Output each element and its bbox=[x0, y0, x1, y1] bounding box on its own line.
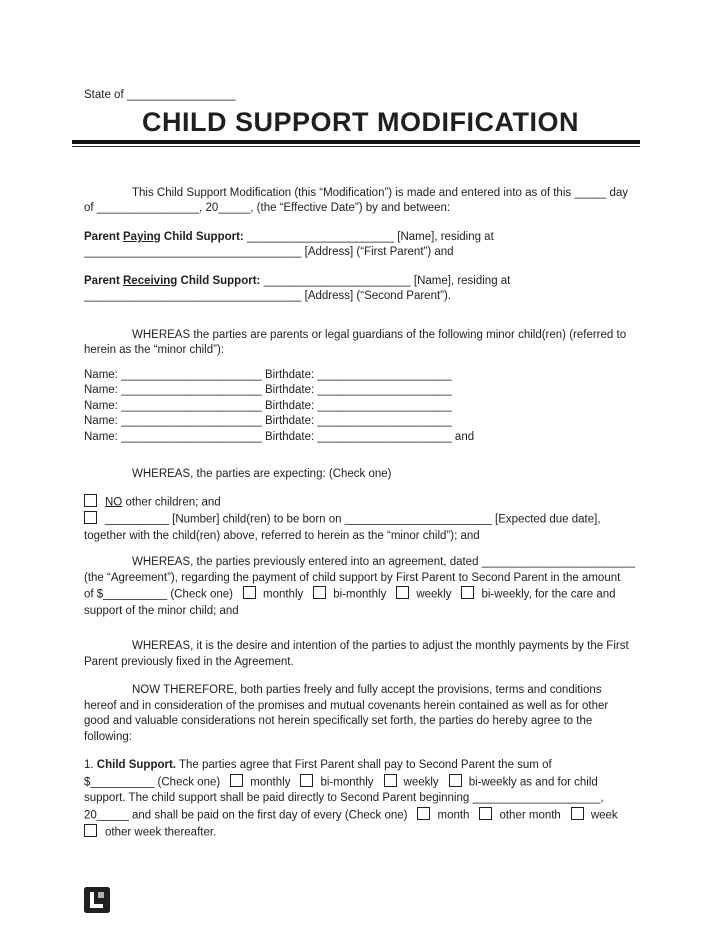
checkbox-agreement-bi-weekly[interactable] bbox=[461, 586, 474, 599]
form-title: CHILD SUPPORT MODIFICATION bbox=[142, 107, 579, 137]
whereas-expecting-heading: WHEREAS, the parties are expecting: (Check one) bbox=[132, 468, 392, 481]
whereas-children-line-1: WHEREAS the parties are parents or legal guardians of the following minor child(ren) (referred to bbox=[132, 328, 627, 341]
now-therefore-clause bbox=[84, 683, 650, 745]
child-row bbox=[84, 383, 650, 399]
agreement-line-3 bbox=[84, 586, 650, 604]
child-birthdate-blank: _____________________ bbox=[314, 384, 452, 397]
child-row bbox=[84, 414, 650, 430]
intro-paragraph bbox=[84, 186, 650, 217]
section-number: 1. bbox=[84, 759, 97, 772]
parent-receiving-label-post: Child Support: bbox=[177, 274, 261, 287]
child-birthdate-blank: _____________________ bbox=[314, 415, 452, 428]
agreement-option-label: weekly bbox=[416, 588, 452, 601]
child-name-blank: ______________________ bbox=[117, 384, 265, 397]
payment-option-label: bi-weekly bbox=[468, 776, 517, 789]
parent-receiving-label-word: Receiving bbox=[123, 274, 178, 287]
section-1-line-2 bbox=[84, 774, 650, 792]
parent-paying-line-1 bbox=[84, 230, 650, 246]
checkbox-agreement-bi-monthly[interactable] bbox=[313, 586, 326, 599]
agreement-option-label: bi-monthly bbox=[333, 588, 387, 601]
intro-line-2: of ________________, 20_____, (the “Effective Date”) by and between: bbox=[84, 202, 451, 215]
checkbox-payment-monthly[interactable] bbox=[230, 774, 243, 787]
checkbox-no-other-children[interactable] bbox=[84, 494, 97, 507]
agreement-line-4: support of the minor child; and bbox=[84, 604, 239, 617]
children-list bbox=[84, 368, 650, 446]
child-birthdate-label: Birthdate: bbox=[264, 415, 315, 428]
parent-paying-label-word: Paying bbox=[123, 230, 161, 243]
checkbox-payment-bi-weekly[interactable] bbox=[449, 774, 462, 787]
payment-amount-text: $__________ (Check one) bbox=[84, 776, 221, 789]
parent-paying-label-post: Child Support: bbox=[160, 230, 244, 243]
child-birthdate-label: Birthdate: bbox=[264, 430, 315, 443]
child-name-blank: ______________________ bbox=[117, 415, 265, 428]
schedule-option-label: month bbox=[437, 809, 470, 822]
schedule-option-label: other month bbox=[499, 809, 561, 822]
section-1-line-3: support. The child support shall be paid directly to Second Parent beginning ____________________, bbox=[84, 792, 604, 805]
child-birthdate-blank: _____________________ bbox=[314, 368, 452, 381]
section-1-line-1 bbox=[84, 758, 650, 774]
intro-line-1: This Child Support Modification (this “Modification”) is made and entered into as of this _____ day bbox=[132, 186, 629, 199]
child-row-suffix: and bbox=[451, 430, 475, 443]
checkbox-agreement-weekly[interactable] bbox=[396, 586, 409, 599]
payment-option-label: bi-monthly bbox=[320, 776, 374, 789]
checkbox-agreement-monthly[interactable] bbox=[243, 586, 256, 599]
checkbox-schedule-other-month[interactable] bbox=[479, 807, 492, 820]
child-name-blank: ______________________ bbox=[117, 399, 265, 412]
payment-option-label: weekly bbox=[403, 776, 439, 789]
option-expecting-continuation: together with the child(ren) above, referred to herein as the “minor child”); and bbox=[84, 529, 480, 542]
parent-receiving-line-1 bbox=[84, 274, 650, 290]
child-name-label: Name: bbox=[84, 415, 118, 428]
whereas-desire-clause bbox=[84, 639, 650, 670]
checkbox-expecting-children[interactable] bbox=[84, 511, 97, 524]
title-underline-thick bbox=[72, 140, 640, 144]
now-therefore-line-4: following: bbox=[84, 730, 132, 743]
checkbox-payment-bi-monthly[interactable] bbox=[300, 774, 313, 787]
parent-receiving-label-pre: Parent bbox=[84, 274, 123, 287]
schedule-text: 20_____ and shall be paid on the first day of every (Check one) bbox=[84, 809, 408, 822]
parent-receiving-line-2: __________________________________ [Address] (“Second Parent”). bbox=[84, 290, 452, 303]
child-name-blank: ______________________ bbox=[117, 368, 265, 381]
section-1-line-1-rest: The parties agree that First Parent shall pay to Second Parent the sum of bbox=[176, 759, 552, 772]
parent-receiving-clause bbox=[84, 274, 650, 305]
child-name-blank: ______________________ bbox=[117, 430, 265, 443]
logo-l-icon bbox=[84, 887, 110, 913]
child-name-label: Name: bbox=[84, 430, 118, 443]
agreement-line-2: (the “Agreement”), regarding the payment of child support by First Parent to Second Parent in the amount bbox=[84, 571, 621, 584]
schedule-option-label: week bbox=[590, 809, 618, 822]
section-1-line-5 bbox=[84, 824, 650, 842]
checkbox-schedule-week[interactable] bbox=[571, 807, 584, 820]
section-1-line-5-tail: thereafter. bbox=[161, 826, 217, 839]
child-birthdate-label: Birthdate: bbox=[264, 384, 315, 397]
section-1-line-2-tail: as and for child bbox=[516, 776, 598, 789]
child-name-label: Name: bbox=[84, 384, 118, 397]
checkbox-payment-weekly[interactable] bbox=[384, 774, 397, 787]
child-row bbox=[84, 430, 650, 446]
desire-line-1: WHEREAS, it is the desire and intention of the parties to adjust the monthly payments by the First bbox=[132, 640, 629, 653]
whereas-agreement-clause bbox=[84, 555, 650, 619]
child-birthdate-blank: _____________________ bbox=[314, 430, 452, 443]
agreement-line-3-tail: , for the care and bbox=[528, 588, 616, 601]
schedule-option-label: other week bbox=[105, 826, 162, 839]
parent-receiving-name-blank: _______________________ [Name], residing at bbox=[260, 274, 511, 287]
child-birthdate-blank: _____________________ bbox=[314, 399, 452, 412]
legal-templates-logo bbox=[84, 887, 650, 918]
agreement-amount-text: of $__________ (Check one) bbox=[84, 588, 233, 601]
parent-paying-label-pre: Parent bbox=[84, 230, 123, 243]
option-no-word: NO bbox=[105, 496, 123, 509]
parent-paying-name-blank: _______________________ [Name], residing at bbox=[243, 230, 494, 243]
child-birthdate-label: Birthdate: bbox=[264, 399, 315, 412]
parent-paying-line-2: __________________________________ [Address] (“First Parent”) and bbox=[84, 246, 454, 259]
section-heading: Child Support. bbox=[96, 759, 177, 772]
child-birthdate-label: Birthdate: bbox=[264, 368, 315, 381]
checkbox-schedule-month[interactable] bbox=[417, 807, 430, 820]
payment-option-label: monthly bbox=[250, 776, 291, 789]
option-expecting-children bbox=[84, 511, 650, 529]
now-therefore-line-2: hereof and in consideration of the promises and mutual covenants herein contained as well as for other bbox=[84, 699, 609, 712]
parent-paying-clause bbox=[84, 230, 650, 261]
section-1-child-support bbox=[84, 758, 650, 842]
agreement-option-label: bi-weekly bbox=[481, 588, 529, 601]
section-1-line-4 bbox=[84, 807, 650, 825]
now-therefore-line-1: NOW THEREFORE, both parties freely and fully accept the provisions, terms and conditions bbox=[132, 684, 602, 697]
title-underline-thin bbox=[72, 146, 640, 147]
checkbox-schedule-other-week[interactable] bbox=[84, 824, 97, 837]
child-name-label: Name: bbox=[84, 399, 118, 412]
option-expecting-text: __________ [Number] child(ren) to be born on _______________________ [Expected due date], bbox=[105, 513, 601, 526]
child-name-label: Name: bbox=[84, 368, 118, 381]
child-row bbox=[84, 399, 650, 415]
agreement-option-label: monthly bbox=[262, 588, 304, 601]
expecting-options bbox=[84, 494, 650, 545]
agreement-line-1: WHEREAS, the parties previously entered into an agreement, dated ________________________ bbox=[132, 556, 636, 569]
desire-line-2: Parent previously fixed in the Agreement. bbox=[84, 655, 294, 668]
state-of-line: State of _________________ bbox=[84, 89, 236, 101]
now-therefore-line-3: good and valuable considerations not herein specifically set forth, the parties do hereby agree to the bbox=[84, 715, 593, 728]
whereas-children-clause bbox=[84, 328, 650, 359]
child-row bbox=[84, 368, 650, 384]
option-no-rest: other children; and bbox=[122, 496, 221, 509]
whereas-children-line-2: herein as the “minor child”): bbox=[84, 344, 224, 357]
option-no-other-children bbox=[84, 494, 650, 512]
